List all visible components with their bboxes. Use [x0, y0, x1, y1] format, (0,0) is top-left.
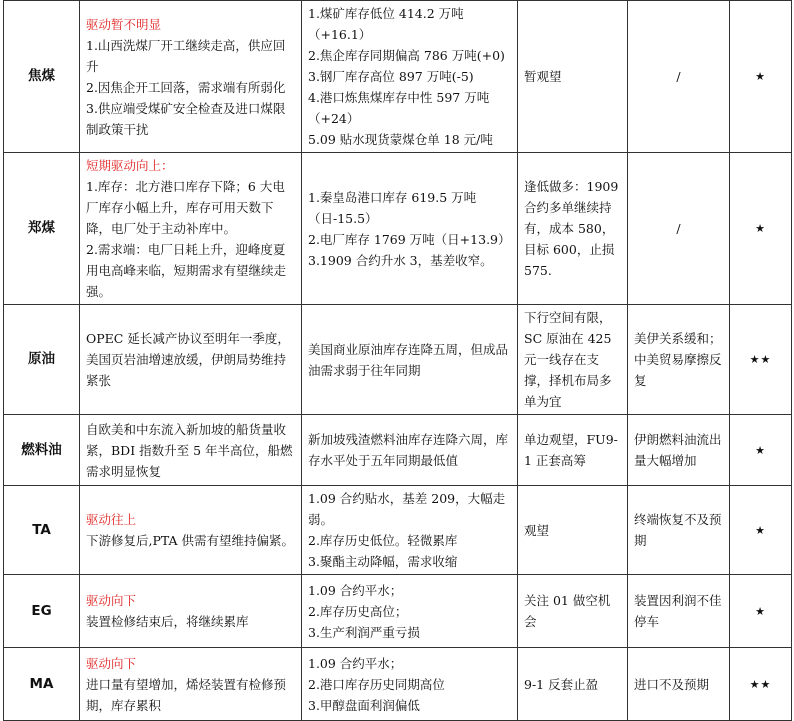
star-rating: ★	[730, 1, 792, 153]
risk-text: /	[676, 69, 681, 84]
inventory-line: 1.09 合约平水；	[308, 655, 403, 671]
driver-label: 驱动往上	[86, 512, 137, 527]
strategy-cell	[518, 486, 628, 575]
inventory-line: 2.电厂库存 1769 万吨（日+13.9）	[308, 231, 511, 247]
table-row-jiaomei	[4, 1, 792, 153]
driver-label: 短期驱动向上：	[86, 158, 174, 173]
inventory-cell	[302, 1, 518, 153]
inventory-cell	[302, 305, 518, 415]
logic-line: 自欧美和中东流入新加坡的船货量收紧，BDI 指数升至 5 年半高位，船燃需求明显恢复	[86, 421, 293, 479]
inventory-cell	[302, 486, 518, 575]
commodity-name: 燃料油	[4, 415, 80, 486]
commodity-name: 郑煤	[4, 153, 80, 305]
table-row-eg	[4, 575, 792, 648]
risk-text: 伊朗燃料油流出量大幅增加	[634, 432, 722, 468]
strategy-cell	[518, 305, 628, 415]
strategy-text: 关注 01 做空机会	[524, 593, 611, 629]
strategy-text: 逢低做多：1909 合约多单继续持有，成本 580，目标 600，止损 575.	[524, 179, 619, 278]
logic-line: 1.山西洗煤厂开工继续走高，供应回升	[86, 37, 286, 74]
logic-cell	[80, 305, 302, 415]
logic-line: OPEC 延长减产协议至明年一季度，美国页岩油增速放缓，伊朗局势维持紧张	[86, 331, 290, 388]
driver-label: 驱动向下	[86, 655, 137, 671]
star-rating: ★	[730, 153, 792, 305]
table-row-ma	[4, 648, 792, 721]
logic-line: 进口量有望增加，烯烃装置有检修预期，库存累积	[86, 676, 287, 713]
logic-line: 2.需求端：电厂日耗上升，迎峰度夏用电高峰来临，短期需求有望继续走强。	[86, 242, 287, 299]
logic-line: 1.库存：北方港口库存下降；6 大电厂库存小幅上升，库存可用天数下降，电厂处于主动补库中。	[86, 179, 285, 236]
star-rating: ★	[730, 415, 792, 486]
risk-cell	[628, 575, 730, 648]
strategy-text: 暂观望	[524, 69, 562, 84]
logic-line: 下游修复后,PTA 供需有望维持偏紧。	[86, 533, 295, 548]
strategy-text: 单边观望，FU9-1 正套高筹	[524, 432, 618, 468]
inventory-line: 2.焦企库存同期偏高 786 万吨(+0)	[308, 48, 505, 63]
star-rating: ★★	[730, 305, 792, 415]
logic-cell	[80, 486, 302, 575]
risk-text: 装置因利润不佳停车	[634, 593, 722, 629]
inventory-line: 1.09 合约平水；	[308, 582, 403, 598]
inventory-line: 1.煤矿库存低位 414.2 万吨（+16.1）	[308, 6, 464, 42]
logic-line: 3.供应端受煤矿安全检查及进口煤限制政策干扰	[86, 100, 286, 137]
inventory-line: 2.库存历史低位。轻微累库	[308, 533, 458, 548]
table-body	[4, 1, 792, 721]
strategy-cell	[518, 415, 628, 486]
table-row-zhengmei	[4, 153, 792, 305]
strategy-text: 9-1 反套止盈	[524, 676, 599, 692]
risk-cell	[628, 1, 730, 153]
strategy-cell	[518, 575, 628, 648]
logic-cell	[80, 648, 302, 721]
strategy-cell	[518, 648, 628, 721]
risk-text: 美伊关系缓和；中美贸易摩擦反复	[634, 331, 722, 388]
inventory-line: 美国商业原油库存连降五周，但成品油需求弱于往年同期	[308, 341, 509, 378]
inventory-line: 2.库存历史高位；	[308, 603, 408, 619]
table-row-crude-oil	[4, 305, 792, 415]
commodity-name: 焦煤	[4, 1, 80, 153]
strategy-text: 下行空间有限，SC 原油在 425 元一线存在支撑，择机布局多单为宜	[524, 310, 612, 409]
inventory-cell	[302, 415, 518, 486]
commodity-name: TA	[4, 486, 80, 575]
inventory-line: 3.钢厂库存高位 897 万吨(-5)	[308, 69, 474, 84]
risk-cell	[628, 486, 730, 575]
star-rating: ★	[730, 486, 792, 575]
inventory-line: 3.生产利润严重亏损	[308, 624, 420, 640]
inventory-cell	[302, 575, 518, 648]
star-rating: ★	[730, 575, 792, 648]
inventory-line: 1.秦皇岛港口库存 619.5 万吨（日-15.5）	[308, 189, 477, 226]
inventory-line: 3.聚酯主动降幅，需求收缩	[308, 554, 458, 569]
inventory-line: 1.09 合约贴水，基差 209，大幅走弱。	[308, 491, 506, 527]
risk-cell	[628, 153, 730, 305]
table-row-fuel-oil	[4, 415, 792, 486]
inventory-line: 5.09 贴水现货蒙煤仓单 18 元/吨	[308, 132, 493, 147]
risk-text: 进口不及预期	[634, 676, 710, 692]
logic-line: 装置检修结束后，将继续累库	[86, 614, 249, 629]
strategy-cell	[518, 1, 628, 153]
inventory-line: 3.甲醇盘面利润偏低	[308, 697, 420, 713]
inventory-line: 新加坡残渣燃料油库存连降六周，库存水平处于五年同期最低值	[308, 432, 509, 468]
risk-cell	[628, 305, 730, 415]
risk-cell	[628, 415, 730, 486]
strategy-cell	[518, 153, 628, 305]
commodity-name: MA	[4, 648, 80, 721]
commodity-name: EG	[4, 575, 80, 648]
inventory-cell	[302, 648, 518, 721]
logic-cell	[80, 575, 302, 648]
inventory-line: 4.港口炼焦煤库存中性 597 万吨（+24）	[308, 90, 490, 126]
star-rating: ★★	[730, 648, 792, 721]
strategy-text: 观望	[524, 522, 550, 538]
inventory-line: 2.港口库存历史同期高位	[308, 676, 445, 692]
commodity-name: 原油	[4, 305, 80, 415]
logic-line: 2.因焦企开工回落，需求端有所弱化	[86, 79, 286, 95]
logic-cell	[80, 153, 302, 305]
table-row-ta	[4, 486, 792, 575]
risk-text: 终端恢复不及预期	[634, 512, 722, 548]
risk-text: /	[676, 221, 681, 236]
driver-label: 驱动向下	[86, 593, 137, 608]
risk-cell	[628, 648, 730, 721]
commodity-strategy-table	[3, 0, 792, 721]
driver-label: 驱动暂不明显	[86, 16, 162, 32]
inventory-line: 3.1909 合约升水 3，基差收窄。	[308, 252, 493, 268]
inventory-cell	[302, 153, 518, 305]
logic-cell	[80, 1, 302, 153]
logic-cell	[80, 415, 302, 486]
